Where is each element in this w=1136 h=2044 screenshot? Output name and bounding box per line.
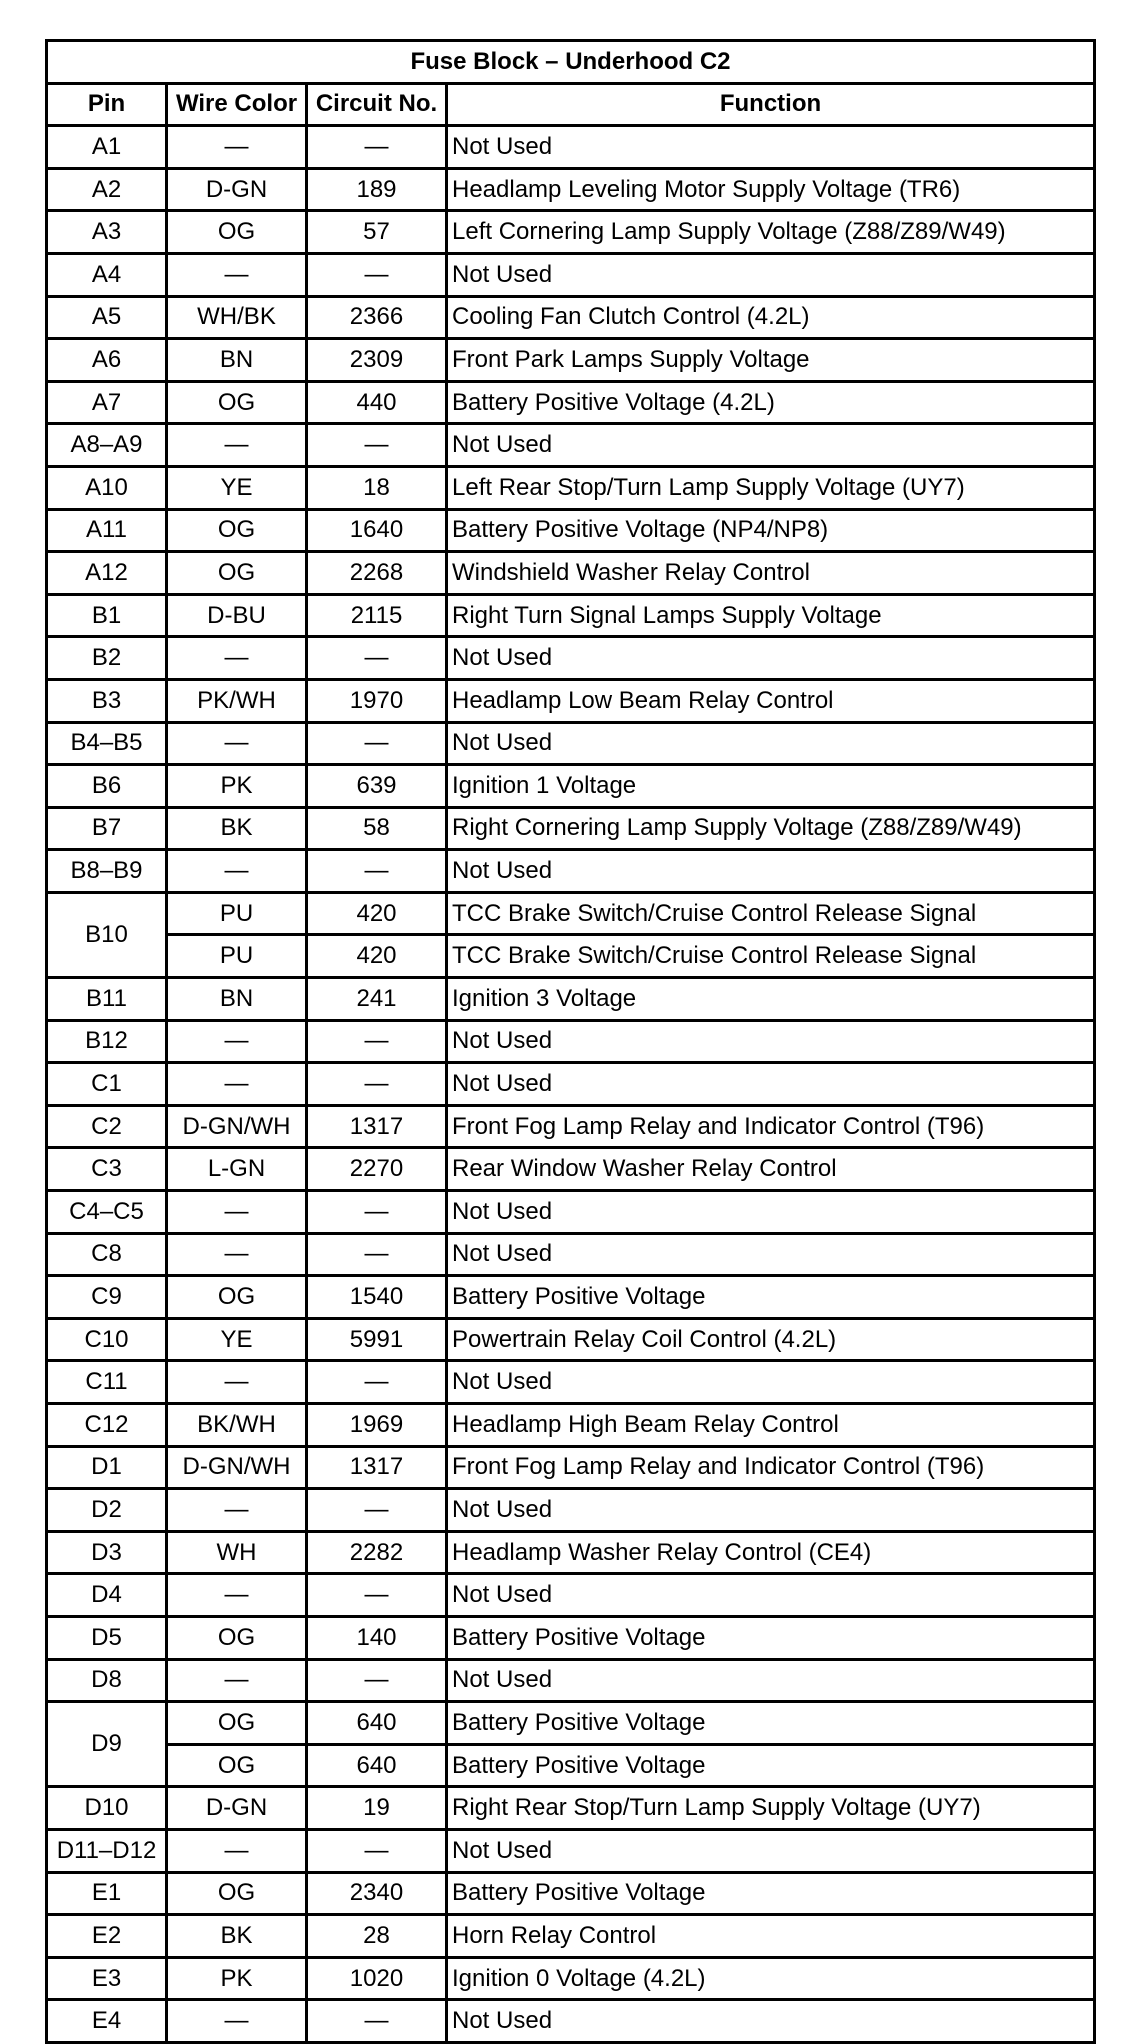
wire-color-cell: BN (167, 978, 307, 1021)
function-cell: Windshield Washer Relay Control (447, 552, 1095, 595)
circuit-number-cell: 241 (307, 978, 447, 1021)
function-cell: Powertrain Relay Coil Control (4.2L) (447, 1318, 1095, 1361)
function-cell: Battery Positive Voltage (4.2L) (447, 381, 1095, 424)
pin-cell: B8–B9 (47, 850, 167, 893)
circuit-number-cell: — (307, 424, 447, 467)
pin-cell: D4 (47, 1574, 167, 1617)
circuit-number-cell: 189 (307, 168, 447, 211)
wire-color-cell: OG (167, 381, 307, 424)
table-title-row (47, 41, 1095, 84)
function-cell: Front Fog Lamp Relay and Indicator Control (T96) (447, 1105, 1095, 1148)
table-row (47, 1233, 1095, 1276)
wire-color-cell: PK/WH (167, 679, 307, 722)
table-row (47, 850, 1095, 893)
function-cell: Not Used (447, 1361, 1095, 1404)
circuit-number-cell: 19 (307, 1787, 447, 1830)
table-row (47, 594, 1095, 637)
function-cell: Left Cornering Lamp Supply Voltage (Z88/Z89/W49) (447, 211, 1095, 254)
pin-cell: A1 (47, 126, 167, 169)
wire-color-cell: OG (167, 1744, 307, 1787)
table-row (47, 1957, 1095, 2000)
function-cell: Right Rear Stop/Turn Lamp Supply Voltage (UY7) (447, 1787, 1095, 1830)
fuse-block-table (45, 39, 1096, 2044)
pin-cell: C2 (47, 1105, 167, 1148)
pin-cell: A6 (47, 339, 167, 382)
pin-cell: D1 (47, 1446, 167, 1489)
pin-cell: B3 (47, 679, 167, 722)
circuit-number-cell: — (307, 1020, 447, 1063)
wire-color-cell: — (167, 1020, 307, 1063)
wire-color-cell: — (167, 637, 307, 680)
circuit-number-cell: 420 (307, 892, 447, 935)
wire-color-cell: — (167, 722, 307, 765)
table-row (47, 1276, 1095, 1319)
function-cell: Headlamp Leveling Motor Supply Voltage (TR6) (447, 168, 1095, 211)
wire-color-cell: BK (167, 1915, 307, 1958)
function-cell: Battery Positive Voltage (447, 1744, 1095, 1787)
function-cell: TCC Brake Switch/Cruise Control Release Signal (447, 892, 1095, 935)
circuit-number-cell: 28 (307, 1915, 447, 1958)
pin-cell: D2 (47, 1489, 167, 1532)
function-cell: Not Used (447, 1489, 1095, 1532)
function-cell: Battery Positive Voltage (447, 1702, 1095, 1745)
pin-cell: D5 (47, 1616, 167, 1659)
header-pin: Pin (47, 83, 167, 126)
table-row (47, 2000, 1095, 2043)
wire-color-cell: OG (167, 1276, 307, 1319)
table-title: Fuse Block – Underhood C2 (47, 41, 1095, 84)
circuit-number-cell: 1640 (307, 509, 447, 552)
function-cell: Headlamp High Beam Relay Control (447, 1404, 1095, 1447)
wire-color-cell: PU (167, 892, 307, 935)
function-cell: Not Used (447, 424, 1095, 467)
wire-color-cell: D-GN (167, 1787, 307, 1830)
wire-color-cell: — (167, 126, 307, 169)
table-row (47, 1105, 1095, 1148)
pin-cell: D11–D12 (47, 1829, 167, 1872)
pin-cell: C12 (47, 1404, 167, 1447)
table-row (47, 637, 1095, 680)
wire-color-cell: L-GN (167, 1148, 307, 1191)
wire-color-cell: — (167, 2000, 307, 2043)
pin-cell: A2 (47, 168, 167, 211)
circuit-number-cell: — (307, 850, 447, 893)
wire-color-cell: YE (167, 466, 307, 509)
circuit-number-cell: — (307, 637, 447, 680)
circuit-number-cell: 1969 (307, 1404, 447, 1447)
wire-color-cell: — (167, 1191, 307, 1234)
function-cell: Not Used (447, 1063, 1095, 1106)
circuit-number-cell: — (307, 126, 447, 169)
table-row (47, 509, 1095, 552)
function-cell: Not Used (447, 1233, 1095, 1276)
pin-cell: C10 (47, 1318, 167, 1361)
wire-color-cell: D-BU (167, 594, 307, 637)
wire-color-cell: PU (167, 935, 307, 978)
wire-color-cell: PK (167, 765, 307, 808)
pin-cell: B12 (47, 1020, 167, 1063)
pin-cell: C3 (47, 1148, 167, 1191)
wire-color-cell: BK (167, 807, 307, 850)
function-cell: Cooling Fan Clutch Control (4.2L) (447, 296, 1095, 339)
table-row (47, 1191, 1095, 1234)
circuit-number-cell: — (307, 1063, 447, 1106)
pin-cell: C1 (47, 1063, 167, 1106)
wire-color-cell: — (167, 1659, 307, 1702)
circuit-number-cell: 639 (307, 765, 447, 808)
wire-color-cell: WH (167, 1531, 307, 1574)
pin-cell: B11 (47, 978, 167, 1021)
circuit-number-cell: 640 (307, 1702, 447, 1745)
wire-color-cell: — (167, 1574, 307, 1617)
table-row (47, 935, 1095, 978)
wire-color-cell: PK (167, 1957, 307, 2000)
table-row (47, 1872, 1095, 1915)
wire-color-cell: D-GN (167, 168, 307, 211)
table-row (47, 722, 1095, 765)
function-cell: Ignition 0 Voltage (4.2L) (447, 1957, 1095, 2000)
circuit-number-cell: 1970 (307, 679, 447, 722)
table-row (47, 381, 1095, 424)
wire-color-cell: OG (167, 1616, 307, 1659)
wire-color-cell: — (167, 1489, 307, 1532)
table-row (47, 807, 1095, 850)
wire-color-cell: WH/BK (167, 296, 307, 339)
circuit-number-cell: 2366 (307, 296, 447, 339)
circuit-number-cell: 2309 (307, 339, 447, 382)
wire-color-cell: OG (167, 552, 307, 595)
table-row (47, 339, 1095, 382)
circuit-number-cell: 5991 (307, 1318, 447, 1361)
table-row (47, 1148, 1095, 1191)
circuit-number-cell: — (307, 722, 447, 765)
circuit-number-cell: 440 (307, 381, 447, 424)
function-cell: Headlamp Low Beam Relay Control (447, 679, 1095, 722)
pin-cell: D10 (47, 1787, 167, 1830)
circuit-number-cell: 640 (307, 1744, 447, 1787)
pin-cell: B1 (47, 594, 167, 637)
wire-color-cell: BN (167, 339, 307, 382)
function-cell: Front Fog Lamp Relay and Indicator Control (T96) (447, 1446, 1095, 1489)
function-cell: Right Turn Signal Lamps Supply Voltage (447, 594, 1095, 637)
table-row (47, 1915, 1095, 1958)
pin-cell: C4–C5 (47, 1191, 167, 1234)
pin-cell: E3 (47, 1957, 167, 2000)
pin-cell: A4 (47, 253, 167, 296)
pin-cell: A10 (47, 466, 167, 509)
function-cell: Not Used (447, 1659, 1095, 1702)
wire-color-cell: — (167, 850, 307, 893)
function-cell: Rear Window Washer Relay Control (447, 1148, 1095, 1191)
header-function: Function (447, 83, 1095, 126)
circuit-number-cell: 1020 (307, 1957, 447, 2000)
wire-color-cell: D-GN/WH (167, 1105, 307, 1148)
function-cell: TCC Brake Switch/Cruise Control Release Signal (447, 935, 1095, 978)
pin-cell: E2 (47, 1915, 167, 1958)
table-row (47, 253, 1095, 296)
table-header-row (47, 83, 1095, 126)
function-cell: Not Used (447, 2000, 1095, 2043)
function-cell: Not Used (447, 1020, 1095, 1063)
function-cell: Right Cornering Lamp Supply Voltage (Z88/Z89/W49) (447, 807, 1095, 850)
pin-cell: E1 (47, 1872, 167, 1915)
circuit-number-cell: — (307, 1659, 447, 1702)
header-wire-color: Wire Color (167, 83, 307, 126)
function-cell: Ignition 3 Voltage (447, 978, 1095, 1021)
wire-color-cell: OG (167, 1702, 307, 1745)
function-cell: Battery Positive Voltage (447, 1276, 1095, 1319)
table-row (47, 978, 1095, 1021)
pin-cell: A11 (47, 509, 167, 552)
table-row (47, 1063, 1095, 1106)
function-cell: Not Used (447, 126, 1095, 169)
table-row (47, 1404, 1095, 1447)
pin-cell: C11 (47, 1361, 167, 1404)
function-cell: Not Used (447, 850, 1095, 893)
function-cell: Not Used (447, 1191, 1095, 1234)
circuit-number-cell: — (307, 1191, 447, 1234)
function-cell: Front Park Lamps Supply Voltage (447, 339, 1095, 382)
pin-cell: A8–A9 (47, 424, 167, 467)
function-cell: Not Used (447, 722, 1095, 765)
wire-color-cell: — (167, 1233, 307, 1276)
wire-color-cell: OG (167, 509, 307, 552)
table-row (47, 424, 1095, 467)
table-row (47, 1659, 1095, 1702)
function-cell: Horn Relay Control (447, 1915, 1095, 1958)
pin-cell: D9 (47, 1702, 167, 1787)
circuit-number-cell: — (307, 1361, 447, 1404)
circuit-number-cell: 2115 (307, 594, 447, 637)
pin-cell: A3 (47, 211, 167, 254)
pin-cell: B10 (47, 892, 167, 977)
function-cell: Ignition 1 Voltage (447, 765, 1095, 808)
table-row (47, 1829, 1095, 1872)
function-cell: Battery Positive Voltage (447, 1616, 1095, 1659)
pin-cell: A12 (47, 552, 167, 595)
pin-cell: B6 (47, 765, 167, 808)
table-row (47, 126, 1095, 169)
pin-cell: C9 (47, 1276, 167, 1319)
circuit-number-cell: 1317 (307, 1105, 447, 1148)
table-row (47, 1616, 1095, 1659)
table-row (47, 1787, 1095, 1830)
circuit-number-cell: — (307, 1489, 447, 1532)
circuit-number-cell: 18 (307, 466, 447, 509)
pin-cell: C8 (47, 1233, 167, 1276)
circuit-number-cell: 1317 (307, 1446, 447, 1489)
table-row (47, 466, 1095, 509)
function-cell: Not Used (447, 1574, 1095, 1617)
table-row (47, 1318, 1095, 1361)
table-body (47, 126, 1095, 2043)
pin-cell: D8 (47, 1659, 167, 1702)
wire-color-cell: D-GN/WH (167, 1446, 307, 1489)
table-row (47, 892, 1095, 935)
table-row (47, 679, 1095, 722)
wire-color-cell: YE (167, 1318, 307, 1361)
wire-color-cell: — (167, 253, 307, 296)
wire-color-cell: OG (167, 1872, 307, 1915)
pin-cell: E4 (47, 2000, 167, 2043)
table-row (47, 211, 1095, 254)
function-cell: Headlamp Washer Relay Control (CE4) (447, 1531, 1095, 1574)
pin-cell: B4–B5 (47, 722, 167, 765)
wire-color-cell: — (167, 1063, 307, 1106)
wire-color-cell: — (167, 1829, 307, 1872)
wire-color-cell: — (167, 424, 307, 467)
table-row (47, 168, 1095, 211)
circuit-number-cell: 58 (307, 807, 447, 850)
function-cell: Battery Positive Voltage (447, 1872, 1095, 1915)
table-row (47, 1446, 1095, 1489)
function-cell: Not Used (447, 253, 1095, 296)
function-cell: Battery Positive Voltage (NP4/NP8) (447, 509, 1095, 552)
circuit-number-cell: — (307, 1574, 447, 1617)
pin-cell: B7 (47, 807, 167, 850)
circuit-number-cell: 2270 (307, 1148, 447, 1191)
header-circuit-no: Circuit No. (307, 83, 447, 126)
function-cell: Left Rear Stop/Turn Lamp Supply Voltage (UY7) (447, 466, 1095, 509)
circuit-number-cell: — (307, 1829, 447, 1872)
table-row (47, 1702, 1095, 1745)
table-row (47, 765, 1095, 808)
circuit-number-cell: — (307, 1233, 447, 1276)
pin-cell: A5 (47, 296, 167, 339)
circuit-number-cell: 57 (307, 211, 447, 254)
circuit-number-cell: 1540 (307, 1276, 447, 1319)
wire-color-cell: OG (167, 211, 307, 254)
circuit-number-cell: 140 (307, 1616, 447, 1659)
function-cell: Not Used (447, 1829, 1095, 1872)
table-row (47, 552, 1095, 595)
wire-color-cell: — (167, 1361, 307, 1404)
circuit-number-cell: — (307, 253, 447, 296)
table-row (47, 1574, 1095, 1617)
pin-cell: A7 (47, 381, 167, 424)
table-row (47, 296, 1095, 339)
table-row (47, 1744, 1095, 1787)
wire-color-cell: BK/WH (167, 1404, 307, 1447)
table-row (47, 1489, 1095, 1532)
circuit-number-cell: — (307, 2000, 447, 2043)
table-row (47, 1531, 1095, 1574)
circuit-number-cell: 2340 (307, 1872, 447, 1915)
circuit-number-cell: 420 (307, 935, 447, 978)
function-cell: Not Used (447, 637, 1095, 680)
circuit-number-cell: 2282 (307, 1531, 447, 1574)
table-row (47, 1361, 1095, 1404)
pin-cell: D3 (47, 1531, 167, 1574)
pin-cell: B2 (47, 637, 167, 680)
table-row (47, 1020, 1095, 1063)
circuit-number-cell: 2268 (307, 552, 447, 595)
